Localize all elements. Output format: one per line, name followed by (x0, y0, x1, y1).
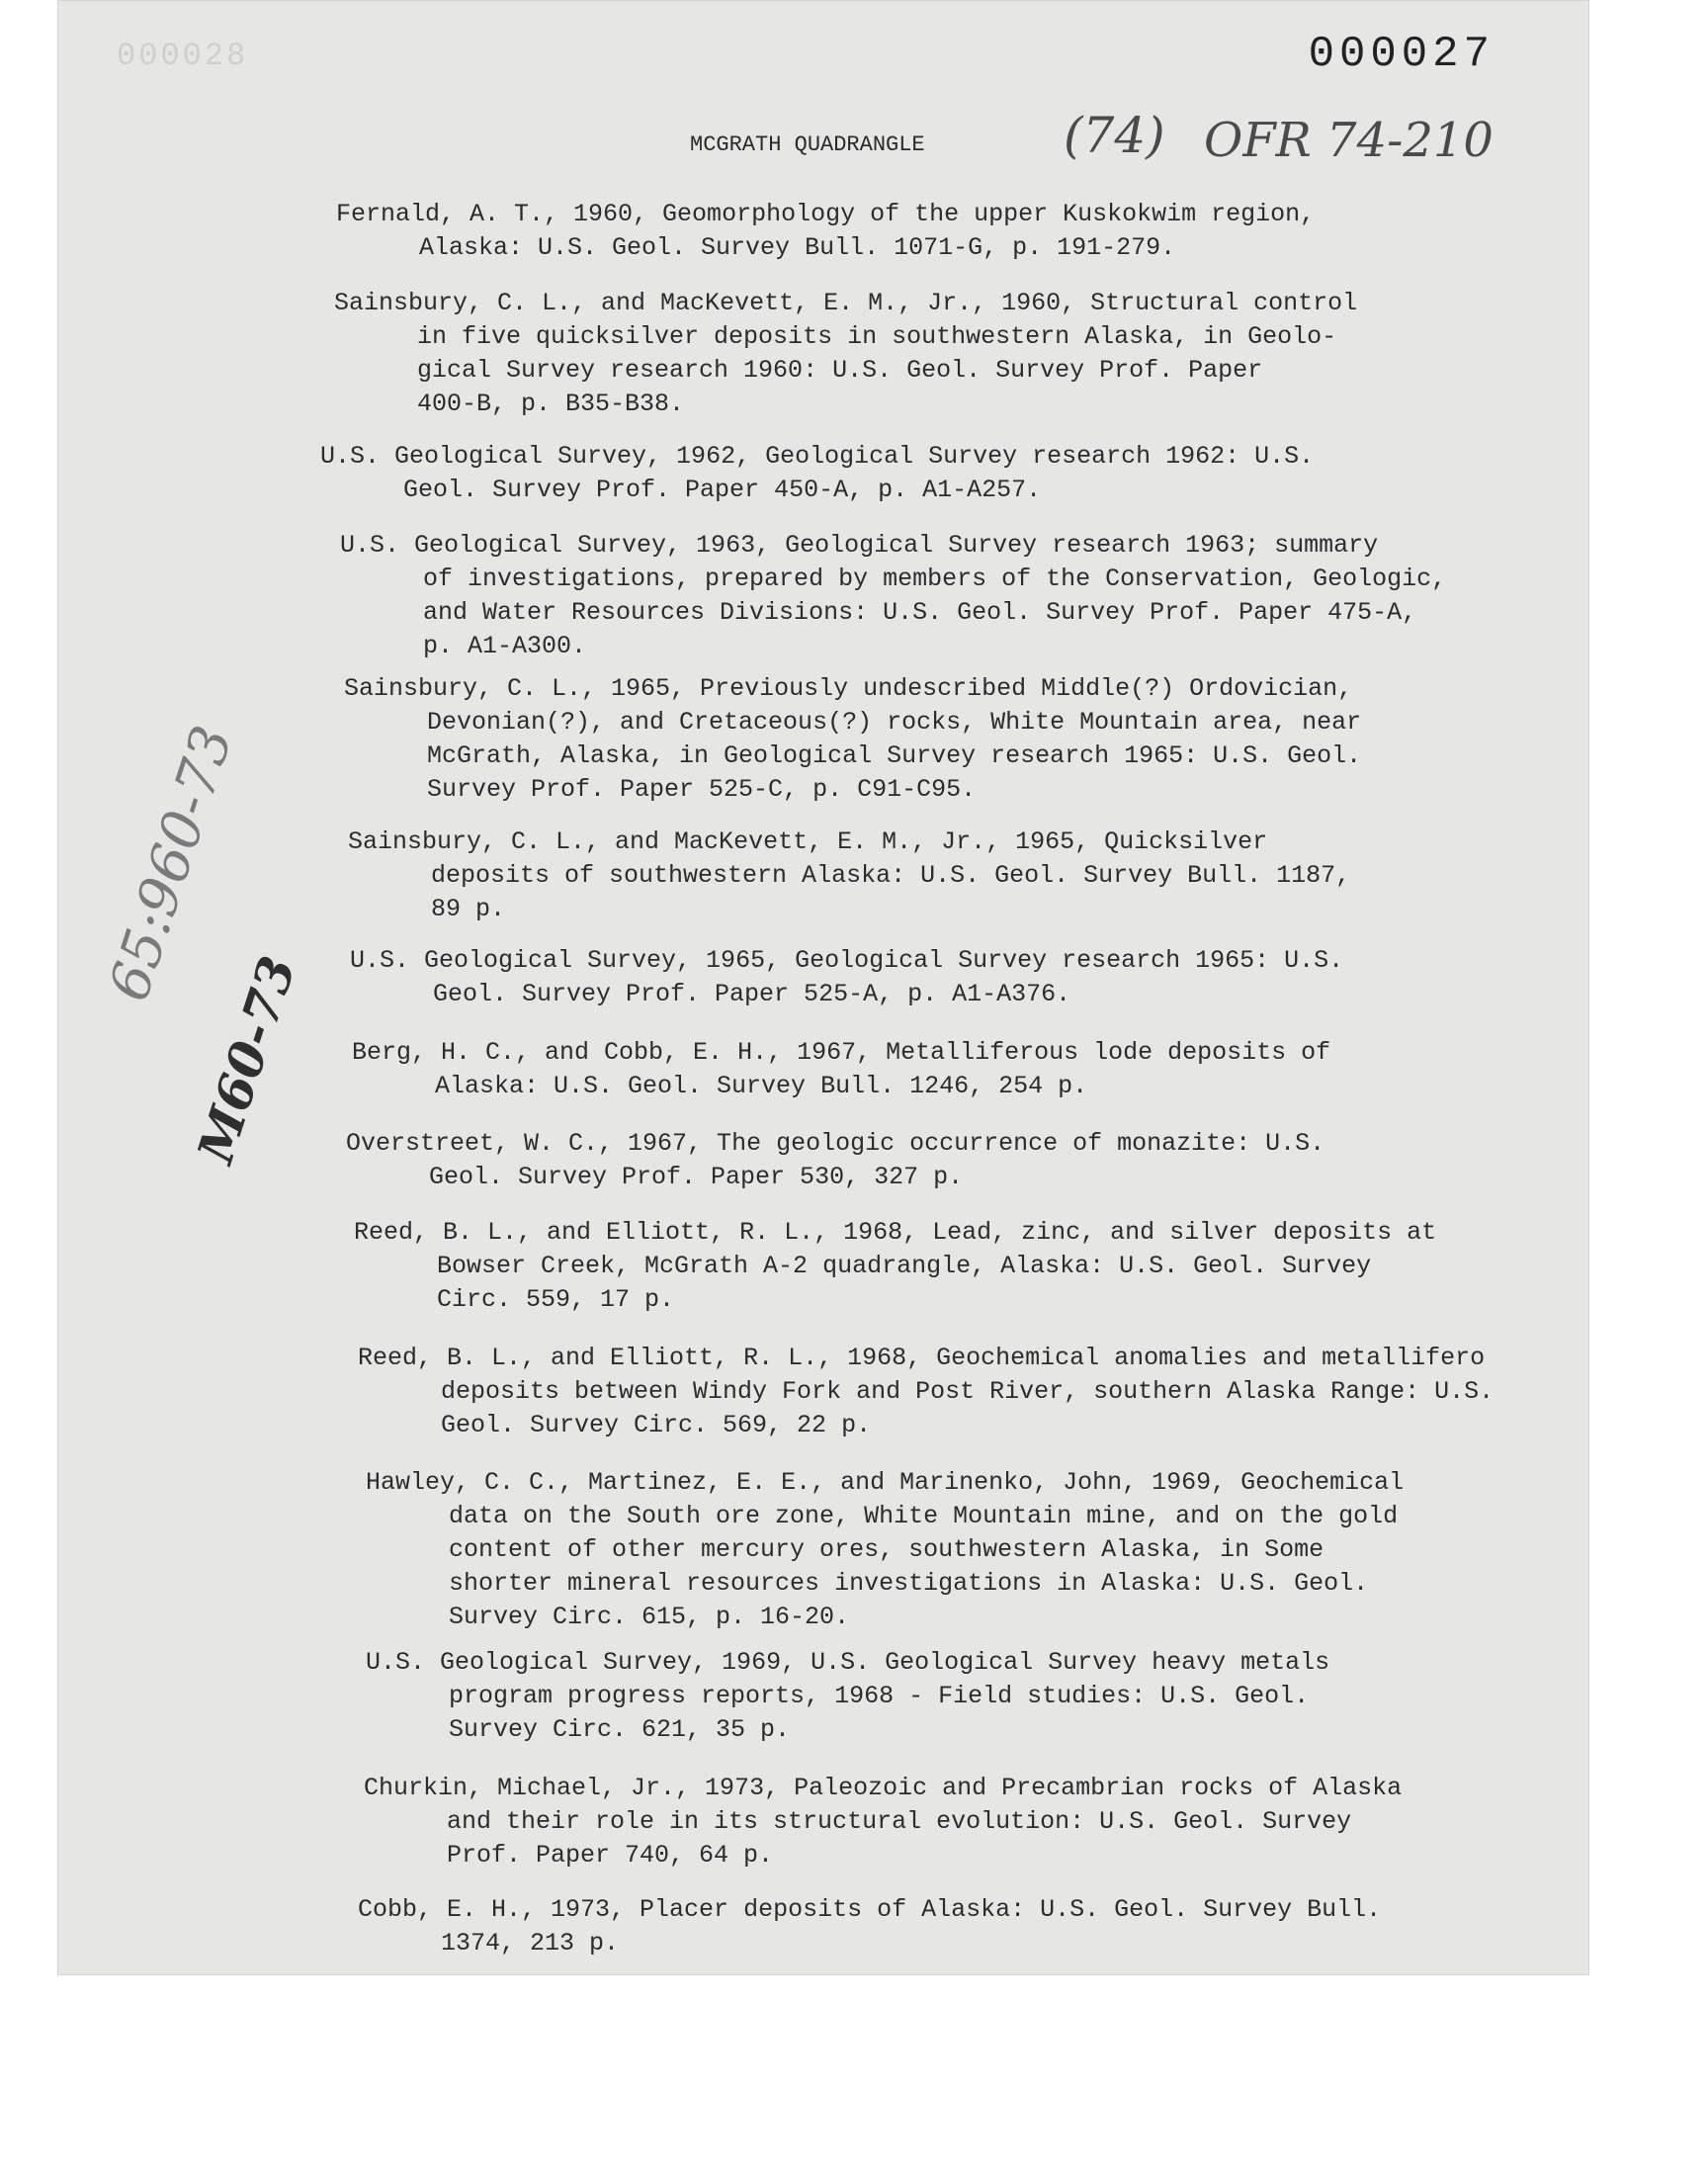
reference-line: deposits between Windy Fork and Post River, southern Alaska Range: U.S. (441, 1377, 1494, 1406)
reference-line: Survey Prof. Paper 525-C, p. C91-C95. (427, 775, 977, 804)
reference-line: gical Survey research 1960: U.S. Geol. Survey Prof. Paper (417, 356, 1263, 385)
reference-line: Circ. 559, 17 p. (437, 1285, 675, 1314)
reference-line: U.S. Geological Survey, 1963, Geological Survey research 1963; summary (340, 531, 1379, 560)
reference-line: U.S. Geological Survey, 1962, Geological Survey research 1962: U.S. (320, 442, 1315, 471)
reference-line: U.S. Geological Survey, 1969, U.S. Geological Survey heavy metals (366, 1648, 1330, 1677)
reference-entry (364, 1772, 1402, 1872)
reference-entry (334, 287, 1357, 421)
handwritten-ofr-note: OFR 74-210 (1204, 113, 1494, 168)
reference-line: 1374, 213 p. (441, 1929, 620, 1958)
reference-line: p. A1-A300. (423, 632, 587, 660)
reference-line: Reed, B. L., and Elliott, R. L., 1968, Lead, zinc, and silver deposits at (354, 1218, 1437, 1247)
reference-line: Survey Circ. 615, p. 16-20. (449, 1603, 850, 1631)
reference-line: 89 p. (431, 895, 506, 923)
reference-line: deposits of southwestern Alaska: U.S. Geol. Survey Bull. 1187, (431, 861, 1351, 890)
reference-line: and their role in its structural evolution: U.S. Geol. Survey (447, 1807, 1352, 1836)
reference-entry (350, 944, 1343, 1011)
reference-line: Sainsbury, C. L., and MacKevett, E. M., Jr., 1960, Structural control (334, 289, 1358, 317)
reference-line: Churkin, Michael, Jr., 1973, Paleozoic and Precambrian rocks of Alaska (364, 1774, 1403, 1802)
reference-line: 400-B, p. B35-B38. (417, 390, 685, 418)
reference-line: McGrath, Alaska, in Geological Survey research 1965: U.S. Geol. (427, 741, 1362, 770)
reference-line: content of other mercury ores, southwestern Alaska, in Some (449, 1535, 1324, 1564)
handwritten-margin-note-bold: M60-73 (186, 949, 307, 1171)
reference-line: Overstreet, W. C., 1967, The geologic occurrence of monazite: U.S. (346, 1129, 1325, 1158)
reference-line: Berg, H. C., and Cobb, E. H., 1967, Metalliferous lode deposits of (352, 1038, 1331, 1067)
reference-line: Fernald, A. T., 1960, Geomorphology of the upper Kuskokwim region, (336, 200, 1316, 228)
reference-entry (346, 1127, 1324, 1194)
reference-entry (336, 198, 1315, 265)
reference-line: and Water Resources Divisions: U.S. Geol. Survey Prof. Paper 475-A, (423, 598, 1417, 627)
reference-entry (358, 1893, 1381, 1960)
reference-line: Sainsbury, C. L., and MacKevett, E. M., Jr., 1965, Quicksilver (348, 827, 1268, 856)
reference-line: Geol. Survey Circ. 569, 22 p. (441, 1411, 872, 1439)
reference-entry (348, 826, 1350, 926)
reference-line: Reed, B. L., and Elliott, R. L., 1968, Geochemical anomalies and metallifero (358, 1344, 1486, 1372)
reference-entry (344, 672, 1361, 807)
reference-line: Geol. Survey Prof. Paper 530, 327 p. (429, 1163, 964, 1191)
reference-line: Sainsbury, C. L., 1965, Previously undescribed Middle(?) Ordovician, (344, 674, 1353, 703)
reference-line: shorter mineral resources investigations in Alaska: U.S. Geol. (449, 1569, 1369, 1598)
reference-entry (366, 1466, 1404, 1634)
handwritten-margin-note-gray: 65:960-73 (97, 718, 246, 1009)
reference-entry (358, 1342, 1494, 1442)
reference-line: data on the South ore zone, White Mountain mine, and on the gold (449, 1502, 1399, 1530)
page-number: 000027 (1308, 30, 1494, 79)
reference-line: program progress reports, 1968 - Field studies: U.S. Geol. (449, 1682, 1310, 1710)
reference-line: U.S. Geological Survey, 1965, Geological Survey research 1965: U.S. (350, 946, 1344, 975)
reference-line: Geol. Survey Prof. Paper 525-A, p. A1-A376. (433, 980, 1071, 1008)
reference-line: Cobb, E. H., 1973, Placer deposits of Alaska: U.S. Geol. Survey Bull. (358, 1895, 1382, 1924)
reference-line: Bowser Creek, McGrath A-2 quadrangle, Alaska: U.S. Geol. Survey (437, 1252, 1372, 1280)
reference-line: Alaska: U.S. Geol. Survey Bull. 1246, 254 p. (435, 1072, 1088, 1100)
reference-line: Hawley, C. C., Martinez, E. E., and Marinenko, John, 1969, Geochemical (366, 1468, 1405, 1497)
reference-entry (354, 1216, 1436, 1317)
reference-line: of investigations, prepared by members of the Conservation, Geologic, (423, 565, 1447, 593)
reference-line: Geol. Survey Prof. Paper 450-A, p. A1-A257. (403, 476, 1042, 504)
document-sheet (57, 0, 1589, 1975)
reference-entry (320, 440, 1314, 507)
reference-entry (366, 1646, 1329, 1747)
handwritten-number: (74) (1064, 107, 1165, 164)
reference-entry (352, 1036, 1330, 1103)
reference-line: Alaska: U.S. Geol. Survey Bull. 1071-G, p. 191-279. (419, 233, 1176, 262)
reference-line: Prof. Paper 740, 64 p. (447, 1841, 774, 1870)
reference-entry (340, 529, 1446, 663)
page-title: MCGRATH QUADRANGLE (690, 132, 925, 157)
reference-line: Devonian(?), and Cretaceous(?) rocks, White Mountain area, near (427, 708, 1362, 737)
reference-line: Survey Circ. 621, 35 p. (449, 1715, 791, 1744)
bleed-through-number: 000028 (117, 38, 249, 74)
reference-line: in five quicksilver deposits in southwestern Alaska, in Geolo- (417, 322, 1337, 351)
